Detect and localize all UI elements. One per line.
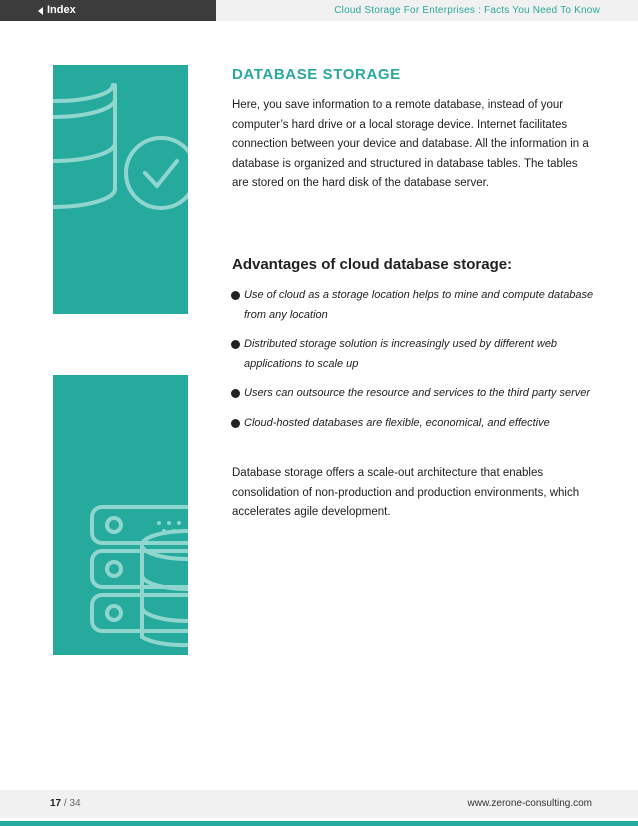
list-item-text: Distributed storage solution is increasingly used by different web applications to scale up <box>244 338 558 370</box>
total-pages: 34 <box>69 798 81 809</box>
section-heading: DATABASE STORAGE <box>232 66 401 83</box>
closing-paragraph: Database storage offers a scale-out architecture that enables consolidation of non-production and production environments, which accelerates agile development. <box>232 467 580 519</box>
top-bar <box>0 0 638 21</box>
list-item-text: Cloud-hosted databases are flexible, economical, and effective <box>244 416 550 429</box>
bullet-icon <box>231 419 240 428</box>
list-item <box>231 414 596 434</box>
index-label: Index <box>47 4 76 16</box>
website-link[interactable]: www.zerone-consulting.com <box>467 798 592 809</box>
server-database-icon <box>53 375 188 655</box>
list-item-text: Use of cloud as a storage location helps to mine and compute database from any location <box>244 289 594 321</box>
document-title: Cloud Storage For Enterprises : Facts You Need To Know <box>334 5 600 16</box>
intro-paragraph: Here, you save information to a remote database, instead of your computer’s hard drive or a local storage device. Internet facilitates connection between your device and database. All the information in a database is organized and structured in database tables. The tables are stored on the hard disk of the database server. <box>232 99 589 190</box>
advantages-list <box>231 286 596 444</box>
advantages-heading: Advantages of cloud database storage: <box>232 256 513 273</box>
database-check-icon <box>53 65 188 314</box>
side-panel-bottom <box>53 375 188 655</box>
bullet-icon <box>231 340 240 349</box>
page-number <box>50 798 81 809</box>
triangle-left-icon <box>38 7 43 15</box>
list-item <box>231 384 596 404</box>
current-page: 17 <box>50 798 62 809</box>
side-panel-top <box>53 65 188 314</box>
list-item <box>231 335 596 374</box>
bullet-icon <box>231 389 240 398</box>
list-item <box>231 286 596 325</box>
list-item-text: Users can outsource the resource and services to the third party server <box>244 387 591 400</box>
footer <box>0 790 638 818</box>
bottom-accent-line <box>0 821 638 826</box>
index-button[interactable] <box>0 0 216 21</box>
bullet-icon <box>231 291 240 300</box>
page-separator: / <box>63 798 67 809</box>
